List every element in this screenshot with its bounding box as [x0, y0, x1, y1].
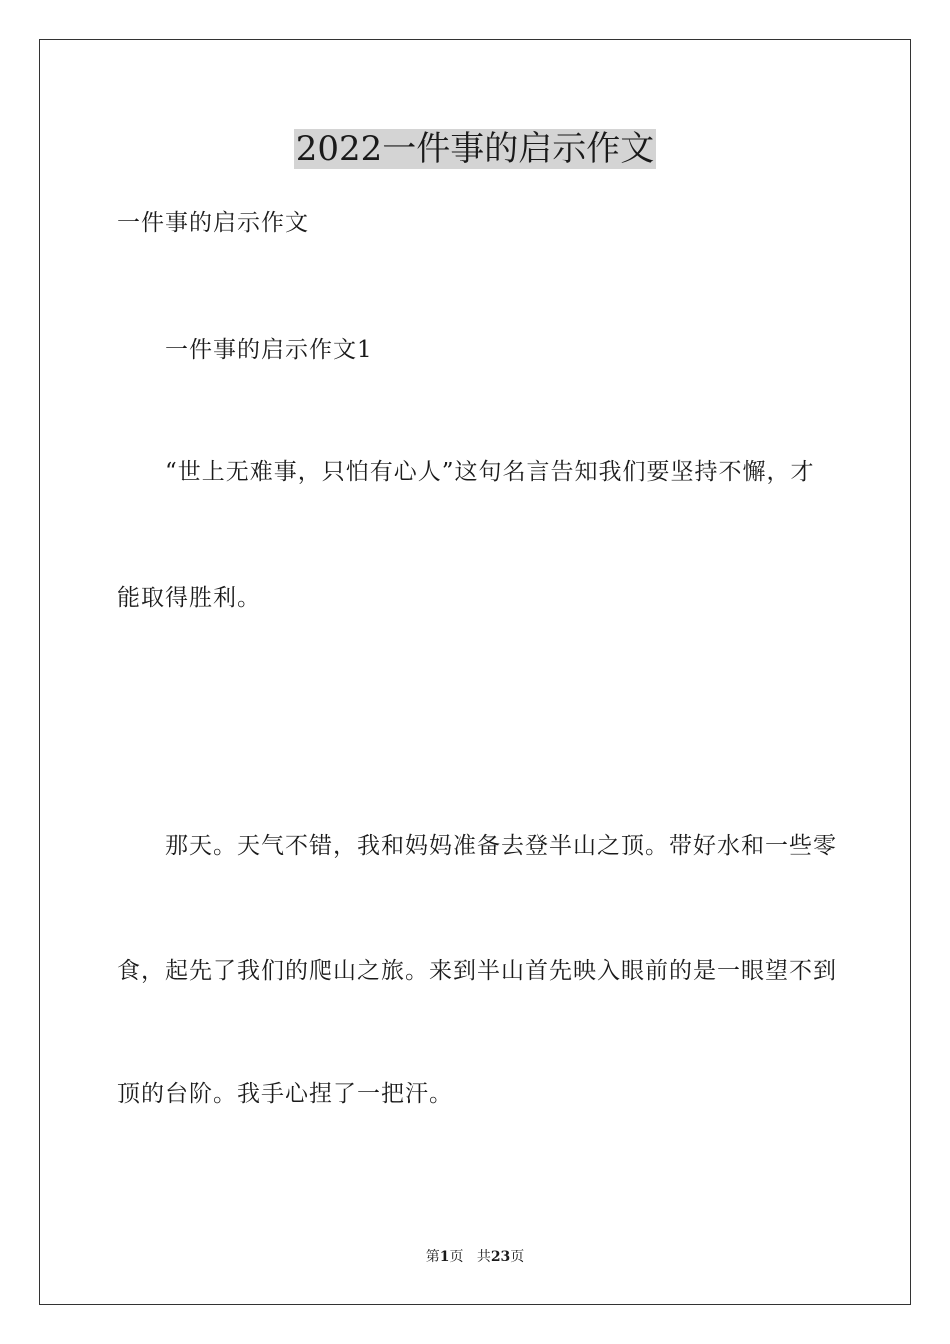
total-pages: 23: [490, 1249, 511, 1265]
document-title-text: 2022一件事的启示作文: [295, 129, 655, 169]
document-title: [0, 126, 950, 172]
total-prefix: 共: [476, 1249, 491, 1265]
paragraph-line: 食，起先了我们的爬山之旅。来到半山首先映入眼前的是一眼望不到: [117, 958, 837, 984]
subtitle-line: 一件事的启示作文: [117, 210, 309, 236]
total-suffix: 页: [510, 1249, 525, 1265]
section-heading: 一件事的启示作文1: [165, 337, 373, 363]
paragraph-line: 那天。天气不错，我和妈妈准备去登半山之顶。带好水和一些零: [165, 833, 837, 859]
page-prefix: 第: [425, 1249, 440, 1265]
page-number: 1: [439, 1249, 450, 1265]
paragraph-line: 能取得胜利。: [117, 585, 261, 611]
paragraph-line: 顶的台阶。我手心捏了一把汗。: [117, 1081, 453, 1107]
page-footer: [0, 1247, 950, 1267]
paragraph-line: “世上无难事，只怕有心人”这句名言告知我们要坚持不懈，才: [165, 459, 815, 485]
page-suffix: 页: [449, 1249, 464, 1265]
